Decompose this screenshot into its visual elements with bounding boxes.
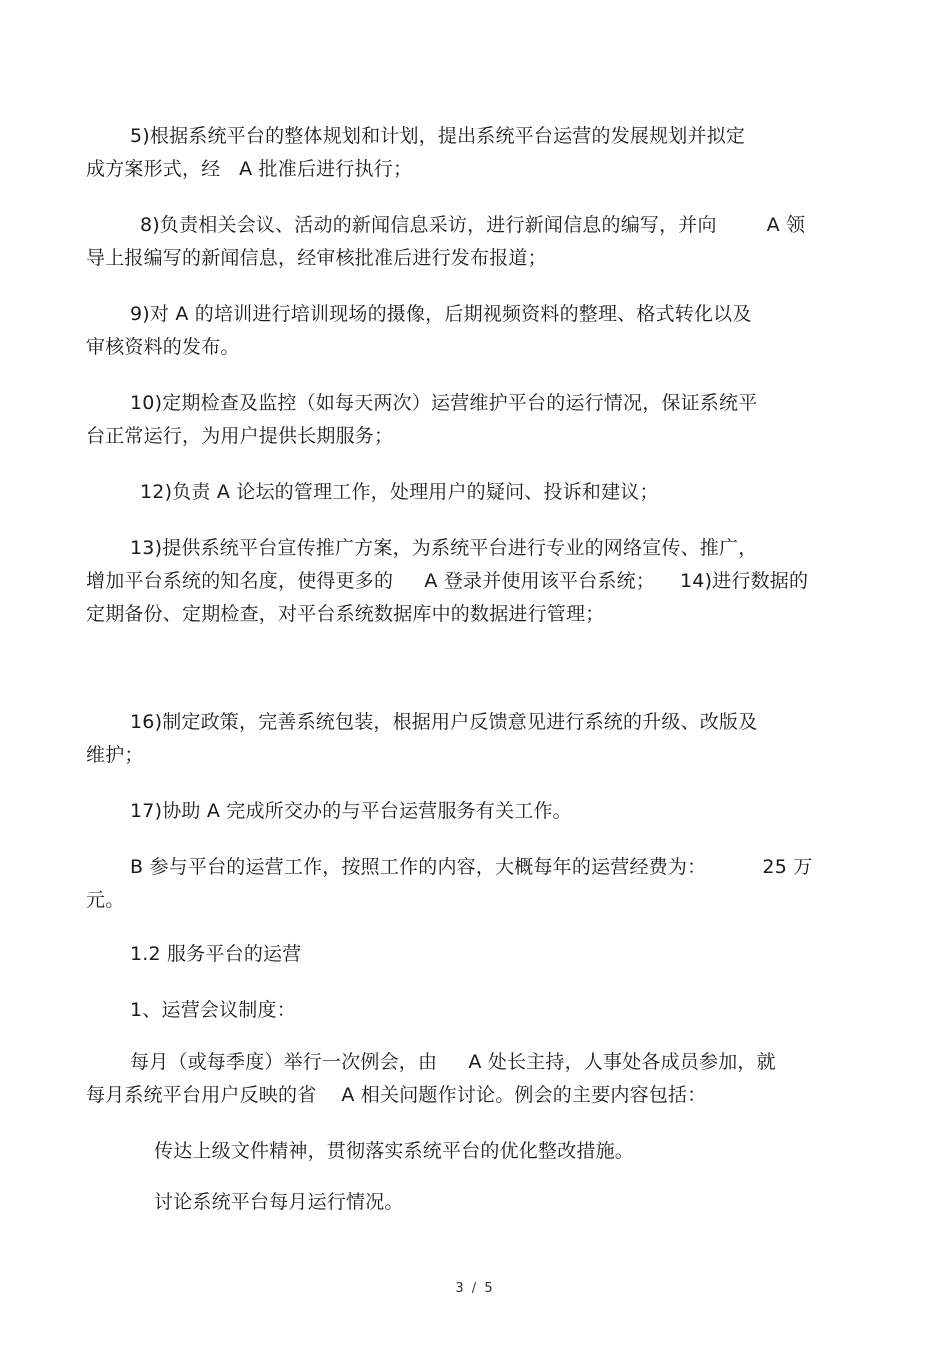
page-number: 3 / 5 <box>455 1281 495 1296</box>
text-line: 元。 <box>86 889 125 911</box>
text-line: 增加平台系统的知名度，使得更多的 A 登录并使用该平台系统； 14)进行数据的 <box>86 570 809 592</box>
text-line: 讨论系统平台每月运行情况。 <box>154 1191 404 1213</box>
text-line: 台正常运行，为用户提供长期服务； <box>86 425 394 447</box>
text-line: 1、运营会议制度： <box>130 999 296 1021</box>
text-line: 16)制定政策，完善系统包装，根据用户反馈意见进行系统的升级、改版及 <box>130 711 758 733</box>
text-line: 成方案形式，经 A 批准后进行执行； <box>86 158 413 180</box>
text-line: 17)协助 A 完成所交办的与平台运营服务有关工作。 <box>130 800 572 822</box>
text-line: 定期备份、定期检查，对平台系统数据库中的数据进行管理； <box>86 603 605 625</box>
text-line: 导上报编写的新闻信息，经审核批准后进行发布报道； <box>86 247 547 269</box>
text-line: 9)对 A 的培训进行培训现场的摄像，后期视频资料的整理、格式转化以及 <box>130 303 752 325</box>
text-line: 传达上级文件精神，贯彻落实系统平台的优化整改措施。 <box>154 1140 635 1162</box>
text-line: 10)定期检查及监控（如每天两次）运营维护平台的运行情况，保证系统平 <box>130 392 758 414</box>
text-line: 5)根据系统平台的整体规划和计划，提出系统平台运营的发展规划并拟定 <box>130 125 746 147</box>
text-line: 13)提供系统平台宣传推广方案，为系统平台进行专业的网络宣传、推广， <box>130 537 758 559</box>
text-line: 每月（或每季度）举行一次例会，由 A 处长主持，人事处各成员参加，就 <box>130 1051 776 1073</box>
section-heading: 1.2 服务平台的运营 <box>130 943 302 965</box>
text-line: 8)负责相关会议、活动的新闻信息采访，进行新闻信息的编写，并向 A 领 <box>140 214 806 236</box>
text-line: 12)负责 A 论坛的管理工作，处理用户的疑问、投诉和建议； <box>140 481 659 503</box>
text-line: 维护； <box>86 744 144 766</box>
text-line: 每月系统平台用户反映的省 A 相关问题作讨论。例会的主要内容包括： <box>86 1084 707 1106</box>
text-line: B 参与平台的运营工作，按照工作的内容，大概每年的运营经费为： 25 万 <box>130 856 813 878</box>
text-line: 审核资料的发布。 <box>86 336 240 358</box>
